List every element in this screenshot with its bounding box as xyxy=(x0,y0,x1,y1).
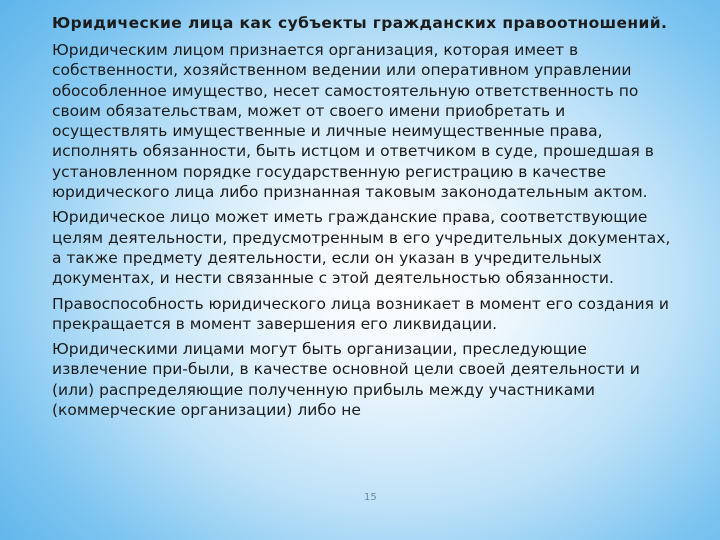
paragraph-legal-capacity: Правоспособность юридического лица возникает в момент его создания и прекращается в момент завершения его ликвидации. xyxy=(52,294,669,333)
paragraph-rights: Юридическое лицо может иметь гражданские права, соответствующие целям деятельности, предусмотренным в его учредительных документах, а также предмету деятельности, если он указан в учредительных документах, и нести связанные с этой деятельностью обязанности. xyxy=(52,208,671,288)
slide-title: Юридические лица как субъекты гражданских правоотношений. xyxy=(52,14,668,32)
slide-content xyxy=(52,12,676,425)
paragraph-definition: Юридическим лицом признается организация, которая имеет в собственности, хозяйственном ведении или оперативном управлении обособленное имущество, несет самостоятельную ответственность по своим обязательствам, может от своего имени приобретать и осуществлять имущественные и личные неимущественные права, исполнять обязанности, быть истцом и ответчиком в суде, прошедшая в установленном порядке государственную регистрацию в качестве юридического лица либо признанная таковым законодательным актом. xyxy=(52,41,654,202)
paragraph-organization-types: Юридическими лицами могут быть организации, преследующие извлечение при-были, в качестве основной цели своей деятельности и (или) распределяющие полученную прибыль между участниками (коммерческие организации) либо не xyxy=(52,340,640,420)
page-number: 15 xyxy=(364,492,377,503)
